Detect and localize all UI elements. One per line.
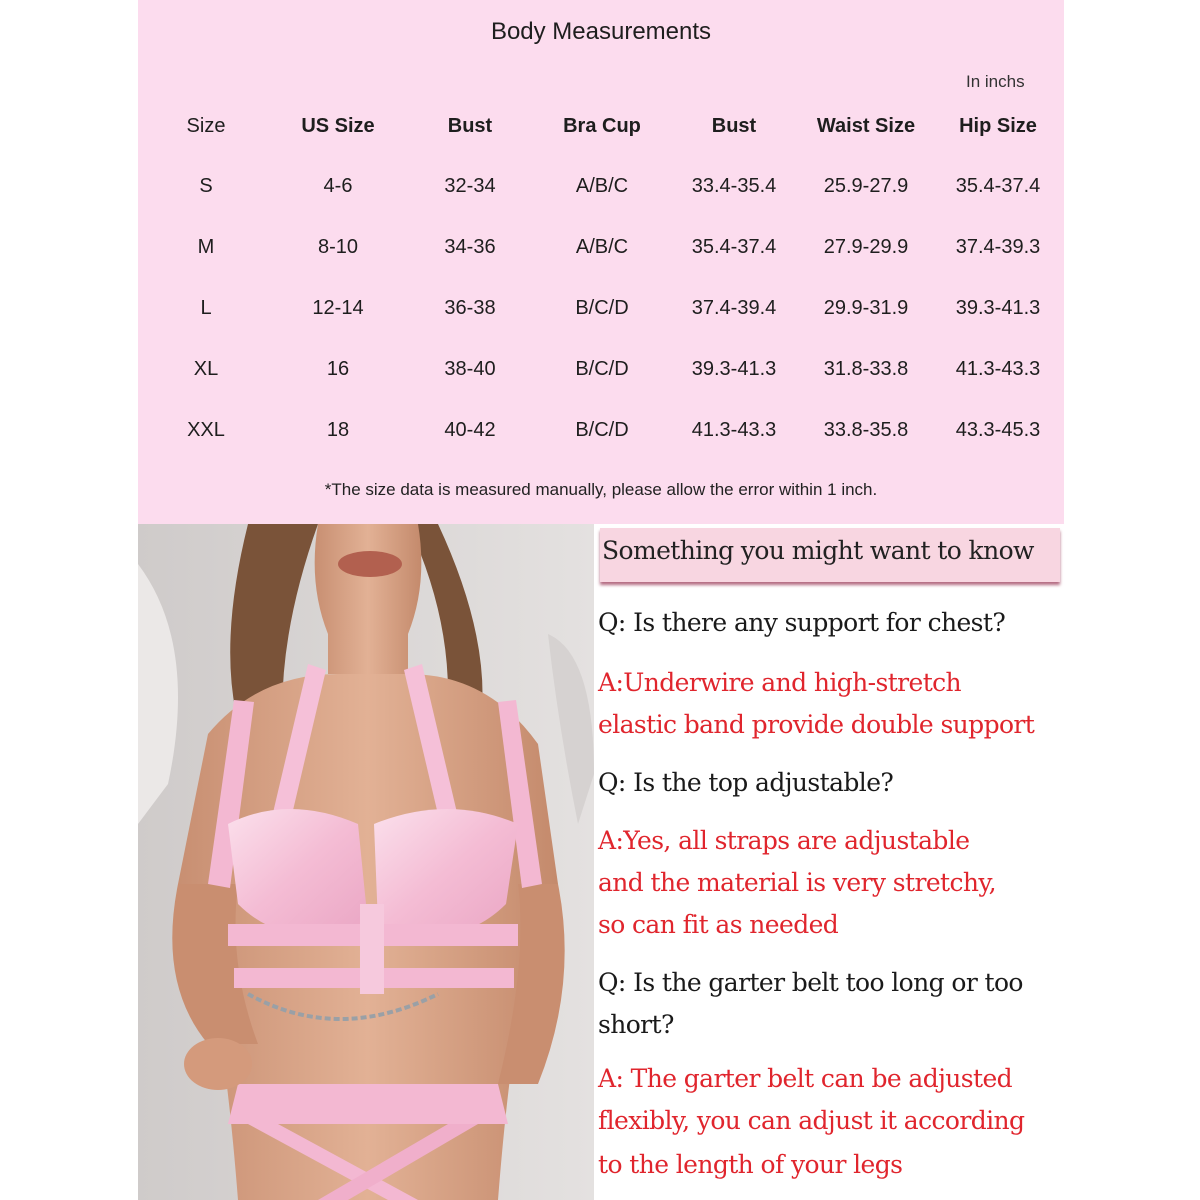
table-cell: M (197, 236, 215, 258)
lips (338, 551, 402, 577)
table-row (140, 400, 1064, 461)
table-cell: XXL (187, 419, 225, 441)
col-header: Bust (447, 114, 493, 137)
table-cell: 18 (326, 419, 350, 441)
faq-answer: A:Yes, all straps are adjustable (598, 826, 970, 855)
table-cell: XL (193, 358, 219, 380)
faq-question: Q: Is there any support for chest? (598, 608, 1006, 637)
col-header: US Size (301, 114, 375, 137)
table-cell: 33.8-35.8 (823, 419, 909, 441)
faq-question: Q: Is the top adjustable? (598, 768, 894, 797)
faq-question: short? (598, 1010, 674, 1039)
hand (184, 1038, 252, 1090)
table-cell: 43.3-45.3 (955, 419, 1041, 441)
col-header: Bust (711, 114, 757, 137)
table-row (140, 156, 1064, 217)
table-cell: 36-38 (444, 297, 496, 319)
table-cell: B/C/D (575, 297, 629, 319)
table-cell: A/B/C (575, 175, 629, 197)
table-cell: 12-14 (312, 297, 364, 319)
table-header-row (140, 96, 1064, 156)
table-cell: 40-42 (444, 419, 496, 441)
model-illustration (138, 524, 594, 1200)
size-note: *The size data is measured manually, please allow the error within 1 inch. (324, 480, 878, 499)
table-row (140, 217, 1064, 278)
table-cell: 4-6 (323, 175, 353, 197)
table-cell: A/B/C (575, 236, 629, 258)
faq-heading: Something you might want to know (602, 536, 1034, 565)
table-cell: B/C/D (575, 358, 629, 380)
col-header: Waist Size (816, 114, 916, 137)
table-cell: 38-40 (444, 358, 496, 380)
faq-section (594, 524, 1066, 1200)
table-cell: 41.3-43.3 (955, 358, 1041, 380)
table-cell: 34-36 (444, 236, 496, 258)
faq-question: Q: Is the garter belt too long or too (598, 968, 1023, 997)
faq-banner (600, 528, 1060, 582)
model-photo (138, 524, 594, 1200)
face-neck (315, 524, 422, 674)
table-cell: 32-34 (444, 175, 496, 197)
unit-label: In inchs (966, 72, 1025, 91)
table-cell: 25.9-27.9 (823, 175, 909, 197)
table-cell: 37.4-39.3 (955, 236, 1041, 258)
size-chart-panel (138, 0, 1064, 524)
table-cell: 8-10 (317, 236, 359, 258)
table-cell: L (200, 297, 212, 319)
table-cell: S (199, 175, 213, 197)
table-cell: 39.3-41.3 (955, 297, 1041, 319)
faq-answer: A: The garter belt can be adjusted (598, 1064, 1013, 1093)
faq-answer: and the material is very stretchy, (598, 868, 996, 897)
table-row (140, 278, 1064, 339)
table-row (140, 339, 1064, 400)
faq-answer: flexibly, you can adjust it according (598, 1106, 1025, 1135)
table-cell: 37.4-39.4 (691, 297, 777, 319)
size-chart-title: Body Measurements (490, 18, 712, 45)
garter-belt (228, 1084, 508, 1124)
col-header: Size (186, 114, 226, 137)
table-cell: 35.4-37.4 (955, 175, 1041, 197)
center-strap (360, 904, 384, 994)
faq-answer: so can fit as needed (598, 910, 839, 939)
table-cell: 27.9-29.9 (823, 236, 909, 258)
faq-answer: to the length of your legs (598, 1150, 903, 1179)
size-table (140, 96, 1064, 461)
table-cell: 41.3-43.3 (691, 419, 777, 441)
faq-answer: elastic band provide double support (598, 710, 1035, 739)
table-cell: 35.4-37.4 (691, 236, 777, 258)
table-cell: 33.4-35.4 (691, 175, 777, 197)
table-cell: B/C/D (575, 419, 629, 441)
faq-answer: A:Underwire and high-stretch (598, 668, 962, 697)
table-cell: 39.3-41.3 (691, 358, 777, 380)
table-cell: 31.8-33.8 (823, 358, 909, 380)
table-cell: 29.9-31.9 (823, 297, 909, 319)
col-header: Hip Size (959, 114, 1037, 137)
col-header: Bra Cup (563, 114, 641, 137)
table-cell: 16 (326, 358, 350, 380)
